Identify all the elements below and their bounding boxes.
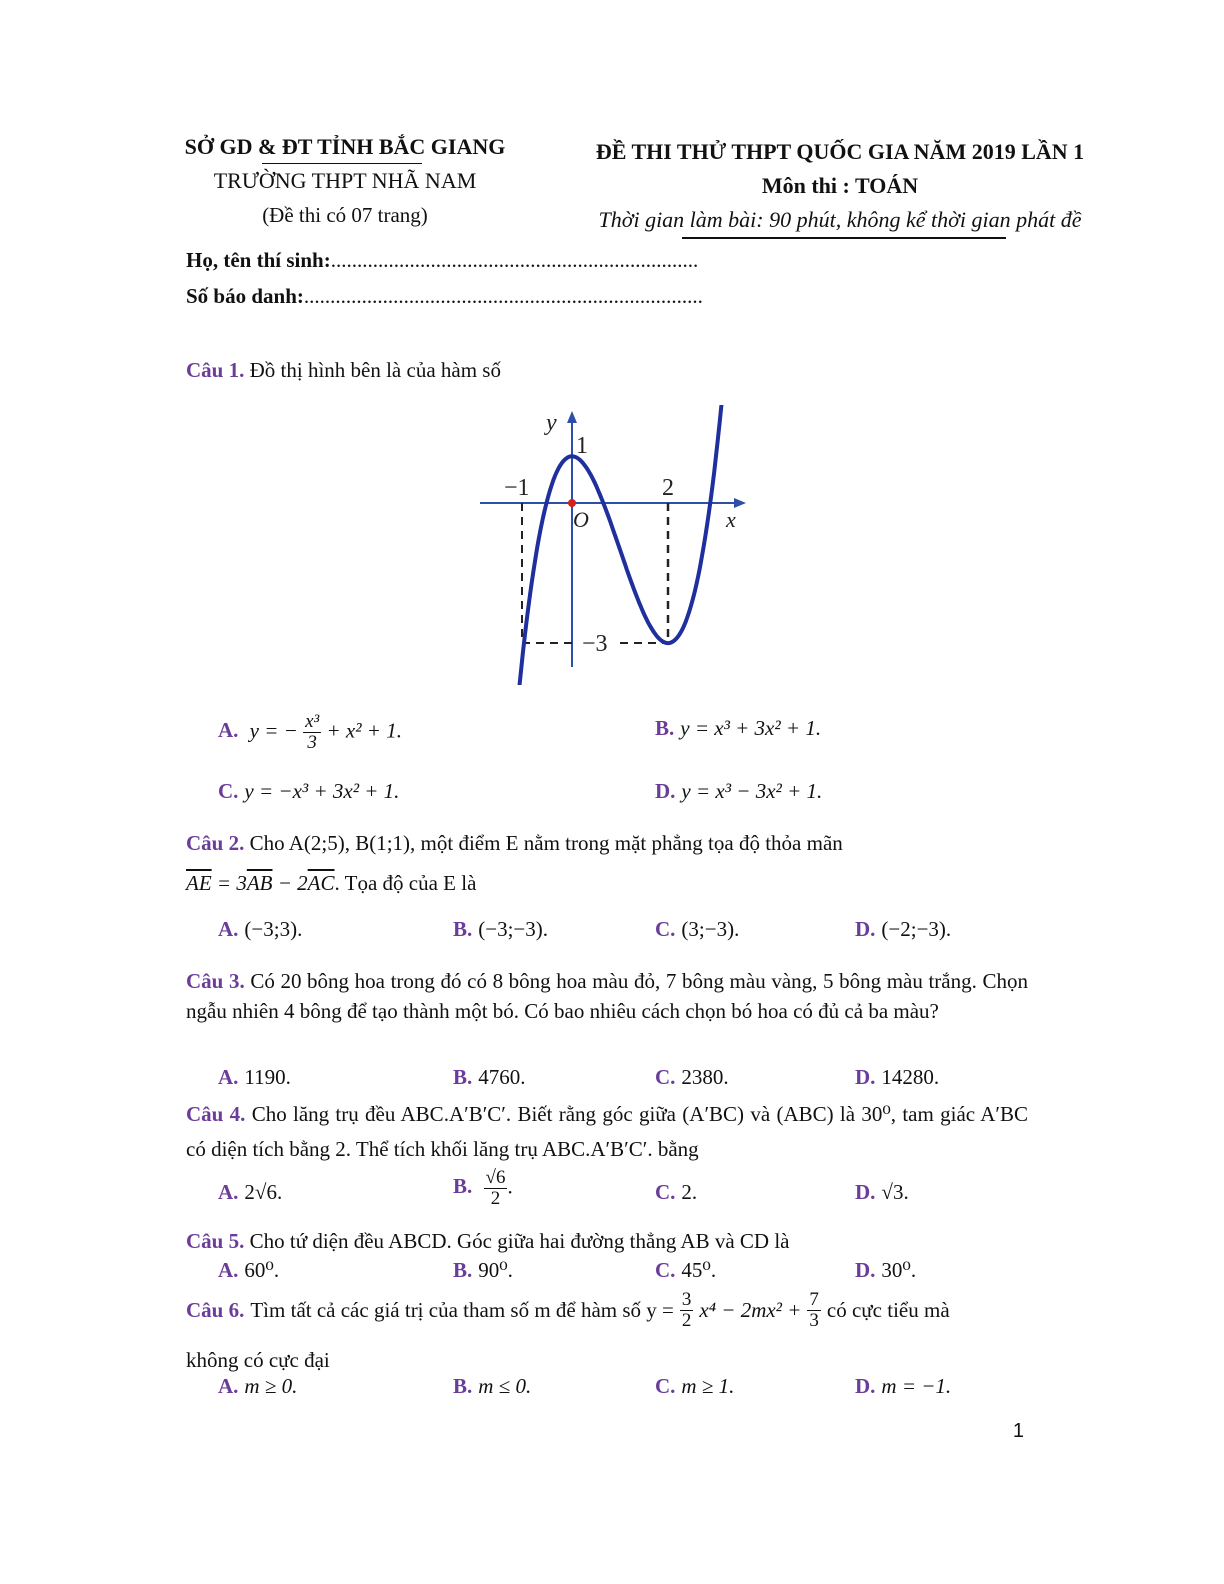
q4-option-a[interactable] <box>218 1180 282 1205</box>
question-2-label: Câu 2. <box>186 831 245 855</box>
q4-option-a-label: A. <box>218 1180 239 1204</box>
cubic-function-graph <box>470 405 760 685</box>
q6-option-c-label: C. <box>655 1374 676 1398</box>
q4-option-b-den: 2 <box>490 1187 501 1209</box>
q6-option-b[interactable] <box>453 1374 531 1399</box>
q1-option-b-label: B. <box>655 716 675 740</box>
q5-option-d-text: 30⁰. <box>881 1258 917 1282</box>
q6-option-b-text: m ≤ 0. <box>478 1374 532 1398</box>
q1-option-a[interactable] <box>218 712 402 753</box>
q6-frac1-den: 2 <box>681 1309 692 1331</box>
tick-label-minus3: −3 <box>582 631 608 657</box>
question-4-label: Câu 4. <box>186 1102 246 1126</box>
q6-frac1-num: 3 <box>681 1289 692 1310</box>
q4-option-a-text: 2√6. <box>244 1180 283 1204</box>
question-1-text: Đồ thị hình bên là của hàm số <box>249 358 501 382</box>
q3-option-d-text: 14280. <box>881 1065 940 1089</box>
q3-option-c-text: 2380. <box>681 1065 729 1089</box>
q3-option-a[interactable] <box>218 1065 291 1090</box>
q4-option-d-label: D. <box>855 1180 876 1204</box>
q5-option-a[interactable] <box>218 1258 279 1283</box>
q6-frac2-den: 3 <box>809 1309 819 1331</box>
question-2 <box>186 828 1028 858</box>
q2-minus: − 2 <box>272 871 308 895</box>
q2-option-a-text: (−3;3). <box>244 917 303 941</box>
question-4 <box>186 1097 1028 1167</box>
student-id-label: Số báo danh: <box>186 284 304 308</box>
q2-option-b[interactable] <box>453 917 548 942</box>
department-name: SỞ GD & ĐT TỈNH BẮC GIANG <box>184 134 506 159</box>
y-axis-label: y <box>546 410 557 436</box>
q4-option-b-post: . <box>507 1174 513 1199</box>
student-name-dots: ...................................................................... <box>330 248 699 272</box>
q1-option-d-text: y = x³ − 3x² + 1. <box>681 779 823 803</box>
page-count-note: (Đề thi có 07 trang) <box>262 203 428 227</box>
q1-option-c[interactable] <box>218 779 399 804</box>
q3-option-d[interactable] <box>855 1065 939 1090</box>
q4-option-d[interactable] <box>855 1180 909 1205</box>
q6-option-c-text: m ≥ 1. <box>681 1374 735 1398</box>
question-1 <box>186 355 1028 385</box>
q2-option-b-text: (−3;−3). <box>478 917 549 941</box>
question-3-label: Câu 3. <box>186 969 245 993</box>
origin-point <box>568 499 576 507</box>
q1-option-a-num: x³ <box>305 711 320 732</box>
q1-option-b-text: y = x³ + 3x² + 1. <box>680 716 822 740</box>
school-name: TRƯỜNG THPT NHÃ NAM <box>213 168 477 193</box>
question-6-text3: không có cực đại <box>186 1348 330 1372</box>
q5-option-a-text: 60⁰. <box>244 1258 280 1282</box>
subject-line: Môn thi : TOÁN <box>761 173 919 198</box>
q4-option-b-num: √6 <box>485 1167 506 1188</box>
q3-option-b-label: B. <box>453 1065 473 1089</box>
q5-option-b[interactable] <box>453 1258 513 1283</box>
q4-option-b[interactable] <box>453 1168 513 1209</box>
q6-option-a-text: m ≥ 0. <box>244 1374 298 1398</box>
question-2-line2 <box>186 868 1028 898</box>
q3-option-a-label: A. <box>218 1065 239 1089</box>
q4-option-c-label: C. <box>655 1180 676 1204</box>
q6-option-a[interactable] <box>218 1374 297 1399</box>
x-axis-label: x <box>726 507 736 532</box>
vector-ac: $\overline{AC}$ <box>307 871 335 895</box>
q2-eq: = 3 <box>211 871 247 895</box>
q5-option-c[interactable] <box>655 1258 716 1283</box>
q2-option-d-text: (−2;−3). <box>881 917 952 941</box>
q2-option-d-label: D. <box>855 917 876 941</box>
tick-label-minus1: −1 <box>504 475 530 501</box>
q1-option-d[interactable] <box>655 779 822 804</box>
q3-option-c[interactable] <box>655 1065 729 1090</box>
q2-option-a-label: A. <box>218 917 239 941</box>
q1-option-a-pre: y = − <box>249 718 298 743</box>
question-2-text2: . Tọa độ của E là <box>334 871 477 895</box>
q2-option-b-label: B. <box>453 917 473 941</box>
q1-option-d-label: D. <box>655 779 676 803</box>
question-2-text: Cho A(2;5), B(1;1), một điểm E nằm trong mặt phẳng tọa độ thỏa mãn <box>249 831 843 855</box>
q1-option-c-text: y = −x³ + 3x² + 1. <box>244 779 400 803</box>
student-name-line <box>186 248 698 273</box>
header-divider <box>262 163 422 164</box>
q4-option-b-label: B. <box>453 1174 473 1199</box>
q3-option-a-text: 1190. <box>244 1065 291 1089</box>
time-limit: Thời gian làm bài: 90 phút, không kể thời gian phát đề <box>598 207 1082 232</box>
q4-option-c[interactable] <box>655 1180 697 1205</box>
q2-option-c-label: C. <box>655 917 676 941</box>
question-5 <box>186 1226 1028 1256</box>
q1-option-a-den: 3 <box>307 731 317 753</box>
tick-label-2: 2 <box>662 475 674 501</box>
q3-option-d-label: D. <box>855 1065 876 1089</box>
q5-option-b-text: 90⁰. <box>478 1258 513 1282</box>
page-number: 1 <box>1012 1420 1024 1442</box>
q2-option-c[interactable] <box>655 917 739 942</box>
q6-mid: x⁴ − 2mx² + <box>699 1298 802 1323</box>
question-6-text2: có cực tiểu mà <box>826 1298 950 1323</box>
q5-option-a-label: A. <box>218 1258 239 1282</box>
q2-option-d[interactable] <box>855 917 951 942</box>
q5-option-d[interactable] <box>855 1258 916 1283</box>
q6-frac2-num: 7 <box>809 1289 819 1310</box>
q6-option-d-label: D. <box>855 1374 876 1398</box>
tick-label-1: 1 <box>576 433 588 459</box>
q4-option-c-text: 2. <box>681 1180 698 1204</box>
q5-option-b-label: B. <box>453 1258 473 1282</box>
vector-ae: $\overline{AE}$ <box>186 871 212 895</box>
q5-option-c-text: 45⁰. <box>681 1258 717 1282</box>
q3-option-b-text: 4760. <box>478 1065 526 1089</box>
q4-option-d-text: √3. <box>881 1180 909 1204</box>
question-6-line2 <box>186 1345 1028 1375</box>
question-6-text1: Tìm tất cả các giá trị của tham số m để hàm số y = <box>250 1298 674 1323</box>
q6-option-d[interactable] <box>855 1374 951 1399</box>
q6-option-a-label: A. <box>218 1374 239 1398</box>
exam-title: ĐỀ THI THỬ THPT QUỐC GIA NĂM 2019 LẦN 1 <box>595 139 1085 164</box>
student-id-line <box>186 284 703 309</box>
y-axis-arrow <box>567 411 577 423</box>
question-5-label: Câu 5. <box>186 1229 245 1253</box>
q2-option-c-text: (3;−3). <box>681 917 740 941</box>
vector-ab: $\overline{AB}$ <box>246 871 273 895</box>
question-6 <box>186 1290 1028 1331</box>
q2-option-a[interactable] <box>218 917 302 942</box>
student-name-label: Họ, tên thí sinh: <box>186 248 331 272</box>
time-underline <box>682 237 1006 239</box>
q6-option-c[interactable] <box>655 1374 734 1399</box>
student-id-dots: ............................................................................ <box>303 284 703 308</box>
question-5-text: Cho tứ diện đều ABCD. Góc giữa hai đường thẳng AB và CD là <box>249 1229 790 1253</box>
q1-option-a-post: + x² + 1. <box>326 718 402 743</box>
q3-option-c-label: C. <box>655 1065 676 1089</box>
q1-option-b[interactable] <box>655 716 821 741</box>
question-4-text: Cho lăng trụ đều ABC.A′B′C′. Biết rằng góc giữa (A′BC) và (ABC) là 30⁰, tam giác A′BC có diện tích bằng 2. Thể tích khối lăng trụ ABC.A′B′C′. bằng <box>186 1102 1028 1161</box>
q5-option-c-label: C. <box>655 1258 676 1282</box>
q1-option-a-label: A. <box>218 718 239 743</box>
q1-option-c-label: C. <box>218 779 239 803</box>
origin-label: O <box>573 507 589 532</box>
q6-option-b-label: B. <box>453 1374 473 1398</box>
q6-option-d-text: m = −1. <box>881 1374 952 1398</box>
question-3-text: Có 20 bông hoa trong đó có 8 bông hoa màu đỏ, 7 bông màu vàng, 5 bông màu trắng. Chọn ngẫu nhiên 4 bông để tạo thành một bó. Có bao nhiêu cách chọn bó hoa có đủ cả ba màu? <box>186 969 1028 1023</box>
question-6-label: Câu 6. <box>186 1298 245 1323</box>
q5-option-d-label: D. <box>855 1258 876 1282</box>
x-axis-arrow <box>734 498 746 508</box>
question-3 <box>186 966 1028 1026</box>
question-1-label: Câu 1. <box>186 358 245 382</box>
q3-option-b[interactable] <box>453 1065 526 1090</box>
